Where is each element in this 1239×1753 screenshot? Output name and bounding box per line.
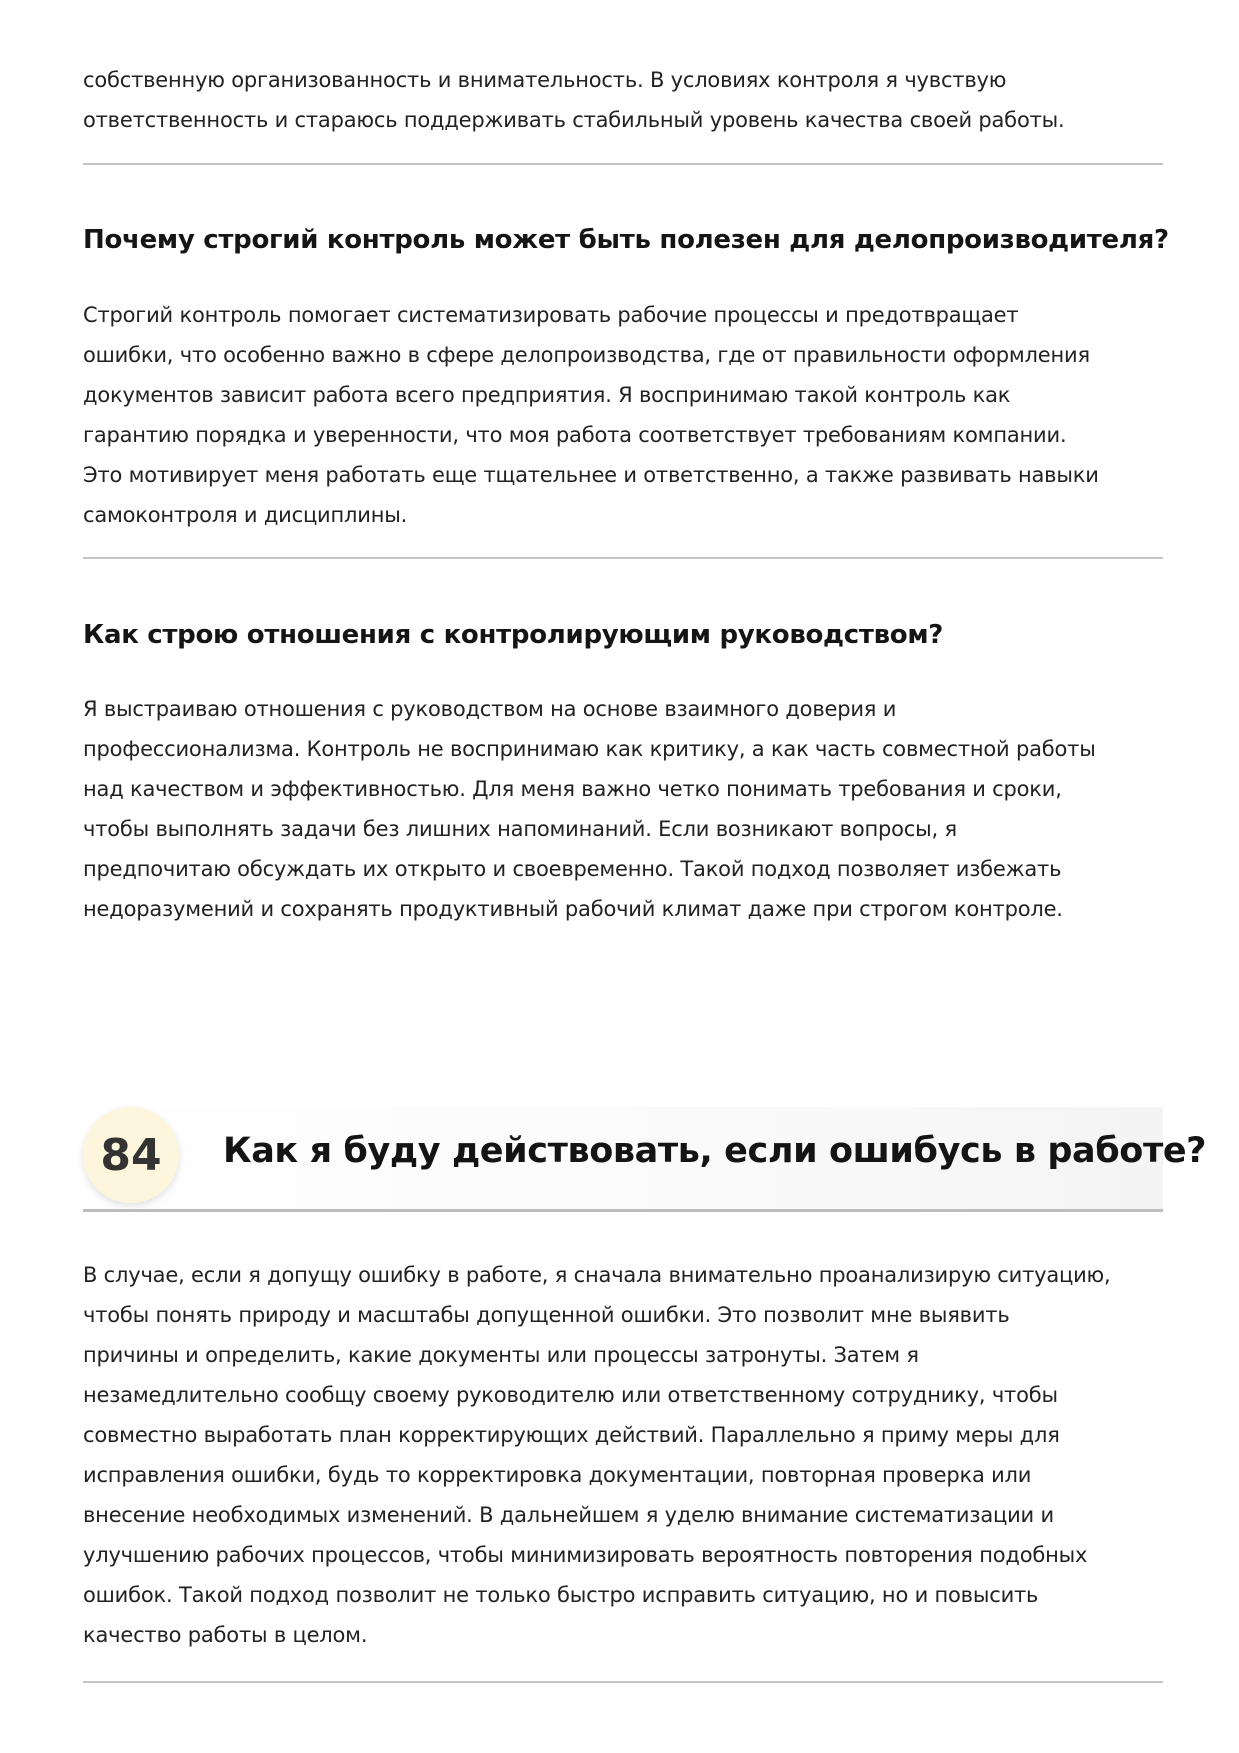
paragraph-line: внесение необходимых изменений. В дальнейшем я уделю внимание систематизации и: [83, 1503, 1054, 1527]
paragraph-line: документов зависит работа всего предприятия. Я воспринимаю такой контроль как: [83, 383, 1011, 407]
paragraph-line: чтобы понять природу и масштабы допущенной ошибки. Это позволит мне выявить: [83, 1303, 1010, 1327]
paragraph-line: Я выстраиваю отношения с руководством на основе взаимного доверия и: [83, 697, 897, 721]
paragraph-line: улучшению рабочих процессов, чтобы минимизировать вероятность повторения подобных: [83, 1543, 1088, 1567]
paragraph-line: гарантию порядка и уверенности, что моя работа соответствует требованиям компании.: [83, 423, 1067, 447]
paragraph-line: В случае, если я допущу ошибку в работе, я сначала внимательно проанализирую ситуацию,: [83, 1263, 1111, 1287]
paragraph-line: чтобы выполнять задачи без лишних напоминаний. Если возникают вопросы, я: [83, 817, 957, 841]
paragraph-line: предпочитаю обсуждать их открыто и своевременно. Такой подход позволяет избежать: [83, 857, 1062, 881]
question-header: [83, 1107, 1207, 1211]
section-paragraph: [83, 295, 1163, 535]
section-paragraph: [83, 689, 1163, 929]
paragraph-line: совместно выработать план корректирующих действий. Параллельно я приму меры для: [83, 1423, 1060, 1447]
answer-paragraph: [83, 1255, 1163, 1655]
section-divider: [83, 163, 1163, 165]
section-divider: [83, 1681, 1163, 1683]
question-title: Как я буду действовать, если ошибусь в работе?: [223, 1131, 1207, 1171]
paragraph-line: собственную организованность и внимательность. В условиях контроля я чувствую: [83, 68, 1007, 92]
question-divider: [83, 1209, 1163, 1212]
paragraph-line: профессионализма. Контроль не воспринимаю как критику, а как часть совместной работы: [83, 737, 1096, 761]
section-heading: Как строю отношения с контролирующим руководством?: [83, 620, 944, 650]
paragraph-line: исправления ошибки, будь то корректировка документации, повторная проверка или: [83, 1463, 1032, 1487]
paragraph-line: Строгий контроль помогает систематизировать рабочие процессы и предотвращает: [83, 303, 1019, 327]
question-number-badge: 84: [83, 1107, 179, 1203]
section-heading: Почему строгий контроль может быть полезен для делопроизводителя?: [83, 225, 1169, 255]
section-divider: [83, 557, 1163, 559]
paragraph-line: качество работы в целом.: [83, 1623, 368, 1647]
paragraph-line: недоразумений и сохранять продуктивный рабочий климат даже при строгом контроле.: [83, 897, 1063, 921]
paragraph-line: самоконтроля и дисциплины.: [83, 503, 408, 527]
intro-paragraph: [83, 60, 1163, 140]
paragraph-line: ошибок. Такой подход позволит не только быстро исправить ситуацию, но и повысить: [83, 1583, 1039, 1607]
paragraph-line: ошибки, что особенно важно в сфере делопроизводства, где от правильности оформления: [83, 343, 1090, 367]
paragraph-line: над качеством и эффективностью. Для меня важно четко понимать требования и сроки,: [83, 777, 1062, 801]
paragraph-line: незамедлительно сообщу своему руководителю или ответственному сотруднику, чтобы: [83, 1383, 1058, 1407]
paragraph-line: Это мотивирует меня работать еще тщательнее и ответственно, а также развивать навыки: [83, 463, 1099, 487]
paragraph-line: ответственность и стараюсь поддерживать стабильный уровень качества своей работы.: [83, 108, 1065, 132]
paragraph-line: причины и определить, какие документы или процессы затронуты. Затем я: [83, 1343, 919, 1367]
